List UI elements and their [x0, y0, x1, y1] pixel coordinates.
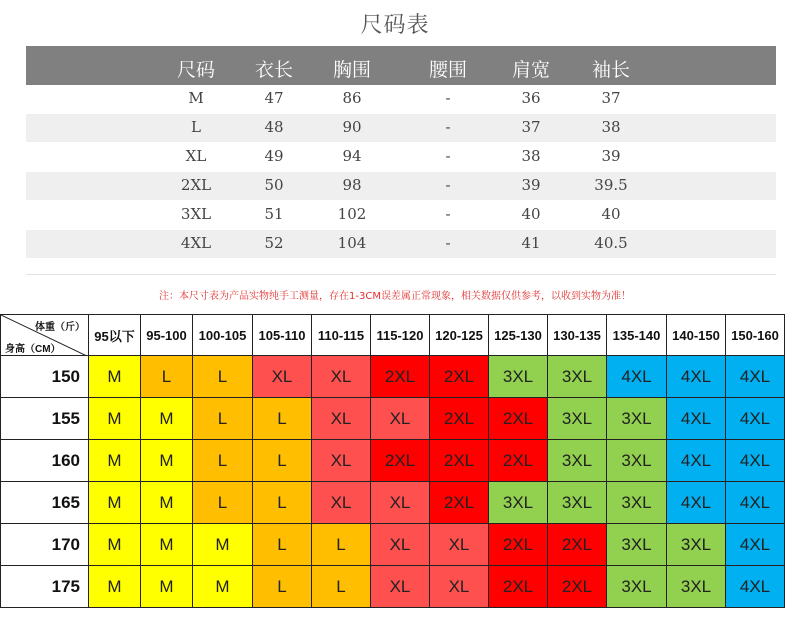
- recommended-size-cell: 3XL: [607, 482, 667, 524]
- weight-range-header: 150-160: [726, 315, 785, 356]
- size-chart-cell: XL: [185, 147, 207, 165]
- weight-range-header: 130-135: [548, 315, 607, 356]
- recommended-size-cell: XL: [253, 356, 312, 398]
- height-row: [1, 440, 785, 482]
- size-chart-cell: 38: [521, 147, 541, 165]
- height-value: 150: [1, 356, 89, 398]
- recommended-size-cell: 4XL: [726, 566, 785, 608]
- measurement-note: 注：本尺寸表为产品实物纯手工测量，存在1-3CM误差属正常现象，相关数据仅供参考，以收到实物为准！: [159, 291, 631, 302]
- weight-header-row: [1, 315, 785, 356]
- recommended-size-cell: 2XL: [371, 356, 430, 398]
- size-chart-column-header: 尺码: [176, 59, 216, 81]
- recommended-size-cell: 3XL: [607, 398, 667, 440]
- recommended-size-cell: M: [141, 482, 193, 524]
- size-chart-cell: 104: [337, 234, 367, 252]
- size-chart-cell: -: [445, 176, 451, 194]
- recommended-size-cell: L: [193, 440, 253, 482]
- recommended-size-cell: L: [193, 482, 253, 524]
- weight-range-header: 140-150: [667, 315, 726, 356]
- recommended-size-cell: 3XL: [607, 566, 667, 608]
- size-chart-cell: 37: [601, 89, 621, 107]
- weight-range-header: 95以下: [89, 315, 141, 356]
- size-chart-cell: -: [445, 118, 451, 136]
- size-chart-cell: L: [191, 118, 201, 136]
- size-recommendation-grid: [0, 314, 785, 608]
- recommended-size-cell: 4XL: [726, 482, 785, 524]
- weight-range-header: 115-120: [371, 315, 430, 356]
- recommended-size-cell: L: [193, 356, 253, 398]
- size-chart-row: [26, 114, 776, 143]
- size-chart-cell: 2XL: [180, 176, 212, 194]
- recommended-size-cell: 2XL: [430, 356, 489, 398]
- size-chart-cell: -: [445, 147, 451, 165]
- recommended-size-cell: 4XL: [726, 440, 785, 482]
- recommended-size-cell: XL: [312, 482, 371, 524]
- height-value: 170: [1, 524, 89, 566]
- size-chart-cell: 47: [264, 89, 284, 107]
- recommended-size-cell: XL: [312, 398, 371, 440]
- recommended-size-cell: L: [141, 356, 193, 398]
- size-chart-cell: 36: [521, 89, 541, 107]
- recommended-size-cell: 4XL: [667, 440, 726, 482]
- height-value: 155: [1, 398, 89, 440]
- size-chart-cell: 39: [521, 176, 541, 194]
- height-row: [1, 566, 785, 608]
- size-chart-column-header: 袖长: [591, 59, 631, 81]
- recommended-size-cell: M: [141, 524, 193, 566]
- recommended-size-cell: 4XL: [726, 398, 785, 440]
- recommended-size-cell: XL: [371, 398, 430, 440]
- recommended-size-cell: 2XL: [548, 524, 607, 566]
- size-chart-cell: 38: [601, 118, 621, 136]
- size-chart-cell: 51: [264, 205, 284, 223]
- size-chart-cell: 4XL: [180, 234, 212, 252]
- recommended-size-cell: 3XL: [548, 398, 607, 440]
- size-chart-cell: -: [445, 205, 451, 223]
- height-value: 165: [1, 482, 89, 524]
- recommended-size-cell: 4XL: [726, 524, 785, 566]
- recommended-size-cell: 3XL: [667, 524, 726, 566]
- recommended-size-cell: M: [141, 566, 193, 608]
- size-chart-column-header: 衣长: [254, 59, 294, 81]
- recommended-size-cell: 3XL: [489, 482, 548, 524]
- size-chart-row: [26, 143, 776, 172]
- recommended-size-cell: 4XL: [726, 356, 785, 398]
- size-chart-row: [26, 201, 776, 230]
- recommended-size-cell: 2XL: [371, 440, 430, 482]
- size-chart-cell: 94: [342, 147, 362, 165]
- size-chart-cell: 50: [264, 176, 284, 194]
- recommended-size-cell: 3XL: [548, 356, 607, 398]
- recommended-size-cell: 2XL: [489, 566, 548, 608]
- recommended-size-cell: 2XL: [489, 524, 548, 566]
- size-chart-row: [26, 85, 776, 114]
- corner-header: [1, 315, 89, 356]
- weight-axis-label: 体重（斤）: [35, 322, 85, 333]
- weight-range-header: 135-140: [607, 315, 667, 356]
- recommended-size-cell: M: [193, 566, 253, 608]
- recommended-size-cell: L: [253, 524, 312, 566]
- weight-range-header: 125-130: [489, 315, 548, 356]
- recommended-size-cell: M: [141, 440, 193, 482]
- size-chart-cell: 86: [342, 89, 362, 107]
- size-chart-cell: 40.5: [594, 234, 628, 252]
- size-chart-cell: M: [188, 89, 204, 107]
- recommended-size-cell: L: [312, 566, 371, 608]
- size-chart-row: [26, 230, 776, 259]
- page-title: 尺码表: [360, 13, 430, 38]
- size-chart-cell: -: [445, 234, 451, 252]
- recommended-size-cell: M: [89, 566, 141, 608]
- size-chart-cell: 98: [342, 176, 362, 194]
- recommended-size-cell: XL: [430, 524, 489, 566]
- weight-range-header: 110-115: [312, 315, 371, 356]
- size-chart-cell: -: [445, 89, 451, 107]
- size-chart-cell: 102: [337, 205, 367, 223]
- recommended-size-cell: M: [141, 398, 193, 440]
- recommended-size-cell: XL: [312, 356, 371, 398]
- weight-range-header: 95-100: [141, 315, 193, 356]
- recommended-size-cell: M: [89, 356, 141, 398]
- size-chart-column-header: 胸围: [332, 59, 372, 81]
- recommended-size-cell: 3XL: [548, 440, 607, 482]
- recommended-size-cell: 2XL: [489, 398, 548, 440]
- size-chart-column-header: 肩宽: [511, 59, 551, 81]
- size-chart-cell: 37: [521, 118, 541, 136]
- recommended-size-cell: 2XL: [430, 482, 489, 524]
- recommended-size-cell: 2XL: [430, 440, 489, 482]
- height-row: [1, 482, 785, 524]
- recommended-size-cell: M: [89, 398, 141, 440]
- recommended-size-cell: M: [89, 440, 141, 482]
- recommended-size-cell: M: [89, 482, 141, 524]
- divider: [26, 274, 776, 275]
- size-chart: [26, 46, 776, 259]
- size-chart-cell: 41: [521, 234, 541, 252]
- recommended-size-cell: 2XL: [430, 398, 489, 440]
- size-chart-column-header: 腰围: [428, 59, 468, 81]
- recommended-size-cell: L: [253, 440, 312, 482]
- weight-range-header: 105-110: [253, 315, 312, 356]
- size-chart-header: [26, 46, 776, 85]
- recommended-size-cell: 3XL: [667, 566, 726, 608]
- recommended-size-cell: M: [193, 524, 253, 566]
- recommended-size-cell: L: [253, 566, 312, 608]
- recommended-size-cell: 3XL: [607, 524, 667, 566]
- recommended-size-cell: XL: [430, 566, 489, 608]
- recommended-size-cell: 2XL: [548, 566, 607, 608]
- recommended-size-cell: XL: [371, 524, 430, 566]
- recommended-size-cell: M: [89, 524, 141, 566]
- size-chart-cell: 40: [601, 205, 621, 223]
- height-row: [1, 398, 785, 440]
- weight-range-header: 120-125: [430, 315, 489, 356]
- recommended-size-cell: 3XL: [607, 440, 667, 482]
- size-chart-body: [26, 85, 776, 259]
- size-chart-cell: 39.5: [594, 176, 628, 194]
- recommended-size-cell: L: [193, 398, 253, 440]
- recommended-size-cell: XL: [371, 482, 430, 524]
- size-chart-cell: 40: [521, 205, 541, 223]
- recommended-size-cell: L: [253, 482, 312, 524]
- size-chart-cell: 52: [264, 234, 284, 252]
- recommended-size-cell: 3XL: [548, 482, 607, 524]
- size-chart-cell: 39: [601, 147, 621, 165]
- recommended-size-cell: 4XL: [667, 482, 726, 524]
- recommended-size-cell: 4XL: [667, 356, 726, 398]
- size-chart-cell: 48: [264, 118, 284, 136]
- recommended-size-cell: 4XL: [607, 356, 667, 398]
- weight-range-header: 100-105: [193, 315, 253, 356]
- size-chart-row: [26, 172, 776, 201]
- height-row: [1, 524, 785, 566]
- height-value: 175: [1, 566, 89, 608]
- recommended-size-cell: 2XL: [489, 440, 548, 482]
- recommended-size-cell: XL: [371, 566, 430, 608]
- recommended-size-cell: XL: [312, 440, 371, 482]
- size-chart-cell: 90: [342, 118, 362, 136]
- recommended-size-cell: L: [253, 398, 312, 440]
- size-chart-cell: 3XL: [180, 205, 212, 223]
- size-chart-cell: 49: [264, 147, 284, 165]
- height-value: 160: [1, 440, 89, 482]
- height-axis-label: 身高（CM）: [5, 344, 61, 355]
- recommended-size-cell: 3XL: [489, 356, 548, 398]
- recommended-size-cell: L: [312, 524, 371, 566]
- height-row: [1, 356, 785, 398]
- recommended-size-cell: 4XL: [667, 398, 726, 440]
